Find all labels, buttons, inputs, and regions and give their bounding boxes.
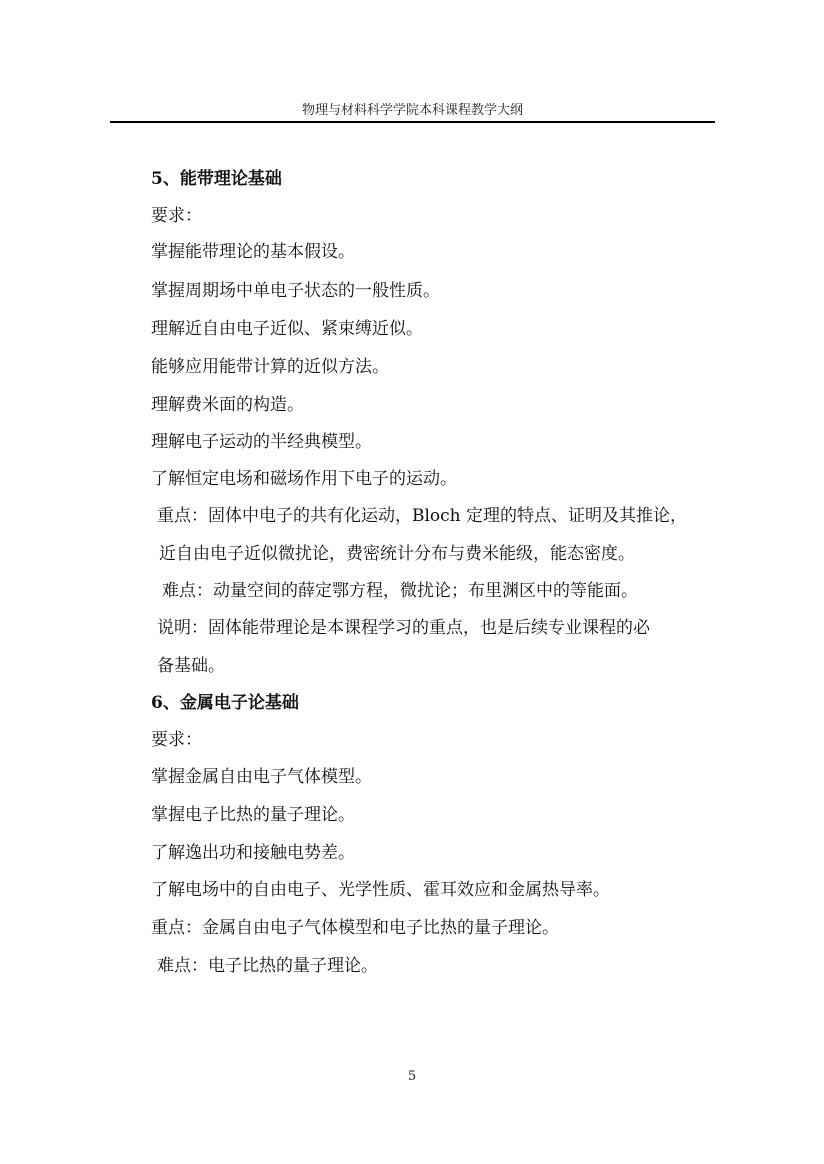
section-5-note-line-1: 说明：固体能带理论是本课程学习的重点，也是后续专业课程的必 [157,618,650,638]
section-5-key-points-line-1: 重点：固体中电子的共有化运动，Bloch 定理的特点、证明及其推论， [157,506,688,526]
section-5-item: 了解恒定电场和磁场作用下电子的运动。 [151,469,457,489]
section-6-item: 了解电场中的自由电子、光学性质、霍耳效应和金属热导率。 [151,880,610,900]
section-5-note-line-2: 备基础。 [157,656,225,676]
section-6-requirements-label: 要求： [151,730,202,750]
section-5-item: 理解近自由电子近似、紧束缚近似。 [151,319,423,339]
section-5-heading: 5、能带理论基础 [151,169,282,189]
page-header: 物理与材料科学学院本科课程教学大纲 [301,103,523,118]
section-5-requirements-label: 要求： [151,206,202,226]
section-5-item: 理解费米面的构造。 [151,395,304,415]
section-5-item: 掌握能带理论的基本假设。 [151,242,355,262]
section-6-difficulties: 难点：电子比热的量子理论。 [157,956,378,976]
section-6-heading: 6、金属电子论基础 [151,693,299,713]
section-5-difficulties: 难点：动量空间的薛定鄂方程，微扰论；布里渊区中的等能面。 [162,581,638,601]
page-number: 5 [407,1069,417,1084]
section-6-item: 掌握金属自由电子气体模型。 [151,767,372,787]
header-rule [110,121,715,123]
section-5-item: 掌握周期场中单电子状态的一般性质。 [151,281,440,301]
section-5-item: 理解电子运动的半经典模型。 [151,432,372,452]
section-6-item: 了解逸出功和接触电势差。 [151,843,355,863]
section-6-key-points: 重点：金属自由电子气体模型和电子比热的量子理论。 [151,918,559,938]
section-6-item: 掌握电子比热的量子理论。 [151,805,355,825]
section-5-key-points-line-2: 近自由电子近似微扰论，费密统计分布与费米能级，能态密度。 [159,544,635,564]
section-5-item: 能够应用能带计算的近似方法。 [151,357,389,377]
